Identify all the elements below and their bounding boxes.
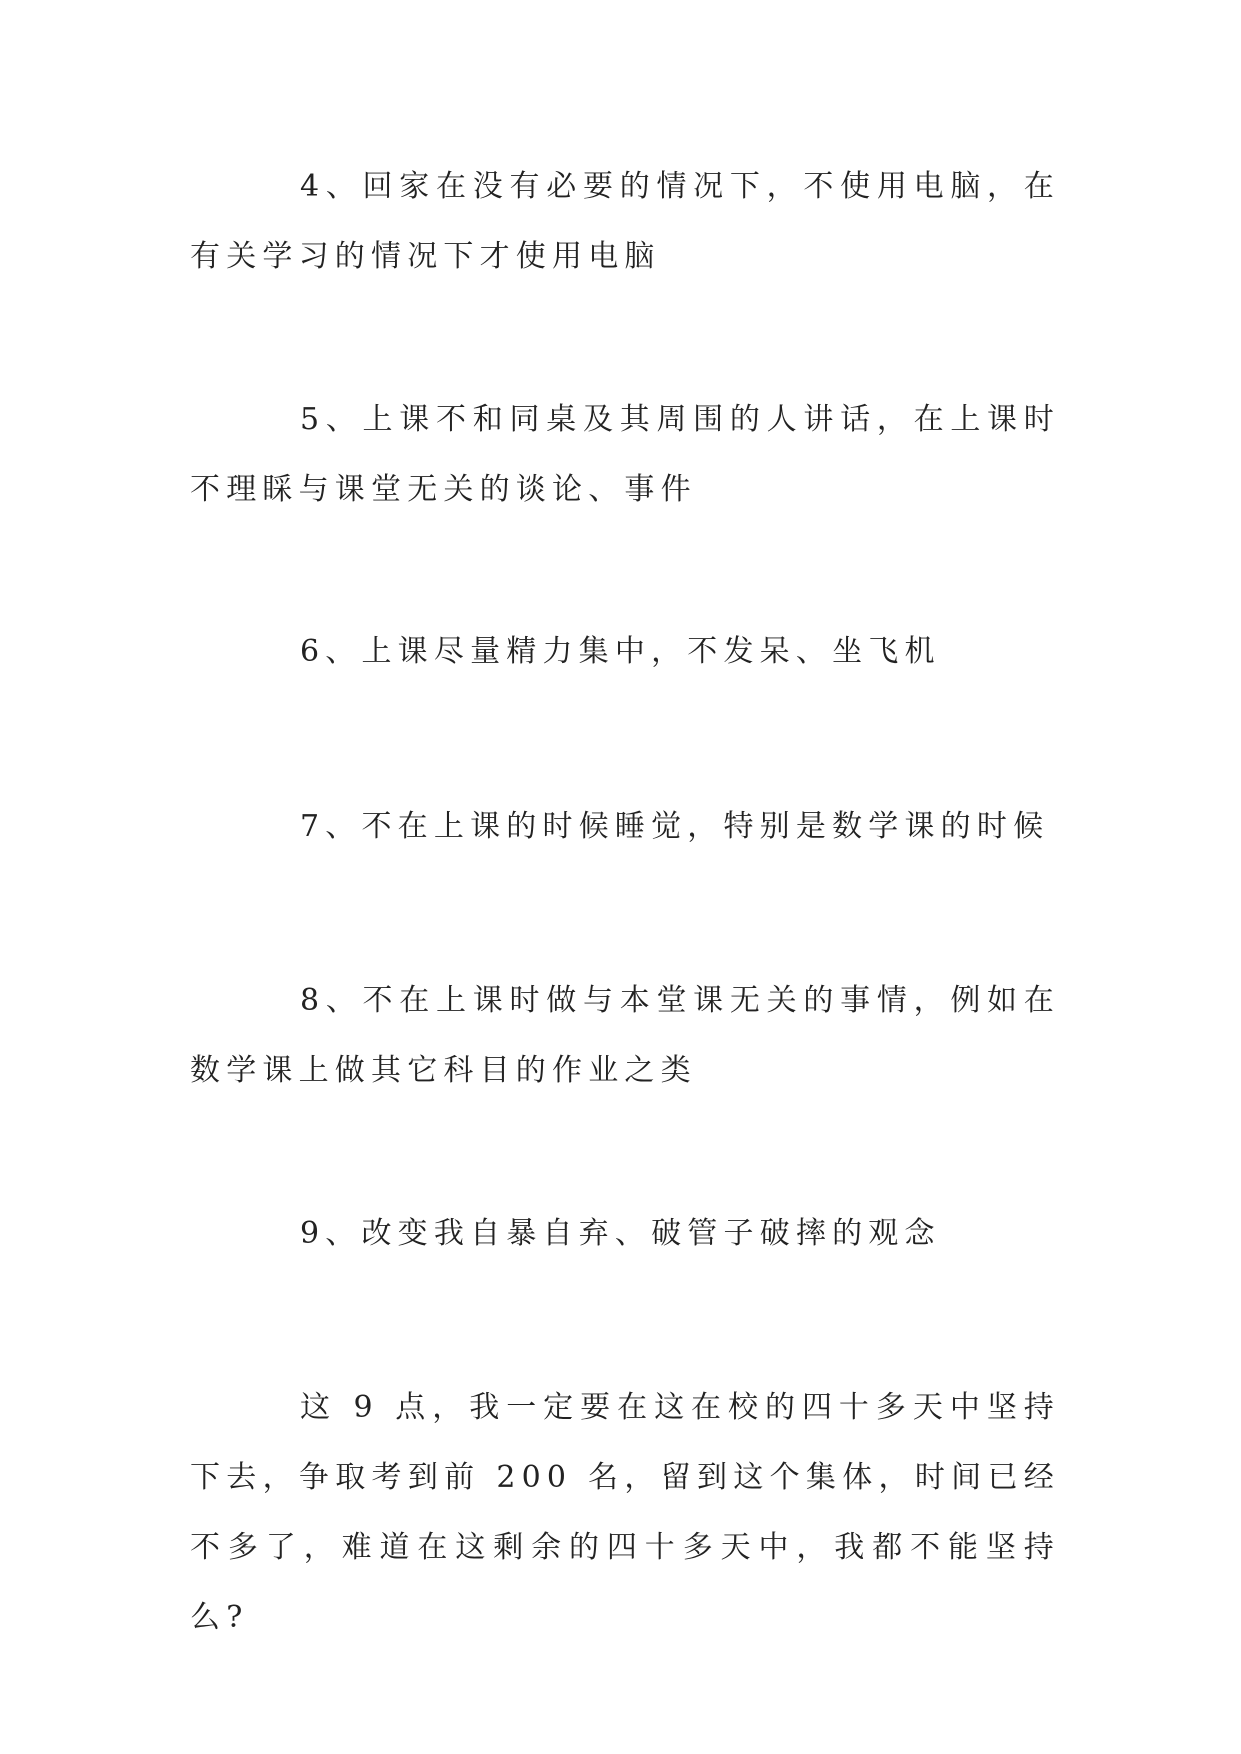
- paragraph-item-7: 7、不在上课的时候睡觉，特别是数学课的时候: [300, 809, 1050, 844]
- paragraph-item-4: 4、回家在没有必要的情况下，不使用电脑，在有关学习的情况下才使用电脑: [190, 169, 1060, 274]
- paragraph-item-8: 8、不在上课时做与本堂课无关的事情，例如在数学课上做其它科目的作业之类: [190, 983, 1060, 1088]
- paragraph-conclusion: 这 9 点，我一定要在这在校的四十多天中坚持下去，争取考到前 200 名，留到这个集体，时间已经不多了，难道在这剩余的四十多天中，我都不能坚持么?: [190, 1390, 1060, 1635]
- paragraph-item-5: 5、上课不和同桌及其周围的人讲话，在上课时不理睬与课堂无关的谈论、事件: [190, 402, 1060, 507]
- paragraph-item-6: 6、上课尽量精力集中，不发呆、坐飞机: [300, 634, 941, 669]
- paragraph-item-9: 9、改变我自暴自弃、破管子破摔的观念: [300, 1216, 941, 1251]
